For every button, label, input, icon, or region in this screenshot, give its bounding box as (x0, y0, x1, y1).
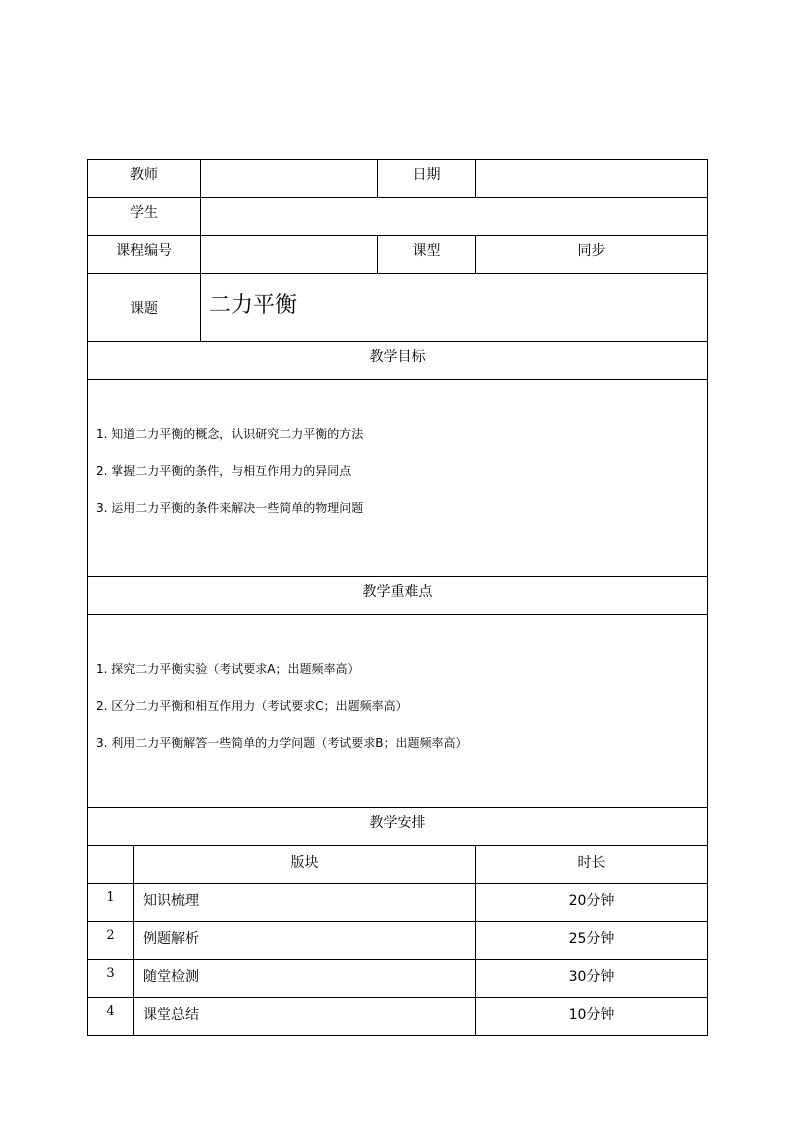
table-row (88, 922, 708, 960)
difficulty-item: 3. 利用二力平衡解答一些简单的力学问题（考试要求B；出题频率高） (96, 736, 468, 750)
topic-label: 课题 (88, 274, 201, 342)
schedule-header-row (88, 846, 708, 884)
lesson-type-value: 同步 (476, 236, 708, 274)
student-row (88, 198, 708, 236)
schedule-title: 教学安排 (88, 808, 708, 846)
difficulties-title-row (88, 577, 708, 615)
row-number: 3 (88, 960, 134, 998)
goal-item: 1. 知道二力平衡的概念，认识研究二力平衡的方法 (96, 427, 364, 441)
goal-item: 3. 运用二力平衡的条件来解决一些简单的物理问题 (96, 501, 364, 515)
student-label: 学生 (88, 198, 201, 236)
row-section: 例题解析 (134, 922, 476, 960)
schedule-title-row (88, 808, 708, 846)
lesson-plan-table (87, 159, 708, 1036)
schedule-section-header: 版块 (134, 846, 476, 884)
row-duration: 10分钟 (476, 998, 708, 1036)
date-label: 日期 (378, 160, 476, 198)
teacher-row (88, 160, 708, 198)
difficulties-title: 教学重难点 (88, 577, 708, 615)
difficulty-item: 1. 探究二力平衡实验（考试要求A；出题频率高） (96, 662, 360, 676)
goals-title-row (88, 342, 708, 380)
goals-list (88, 380, 708, 577)
teacher-label: 教师 (88, 160, 201, 198)
date-value[interactable] (476, 160, 708, 198)
table-row (88, 998, 708, 1036)
row-duration: 25分钟 (476, 922, 708, 960)
topic-value: 二力平衡 (201, 274, 708, 342)
schedule-no-header (88, 846, 134, 884)
row-number: 4 (88, 998, 134, 1036)
course-row (88, 236, 708, 274)
difficulties-content-row (88, 615, 708, 808)
topic-row (88, 274, 708, 342)
row-number: 2 (88, 922, 134, 960)
goals-content-row (88, 380, 708, 577)
table-row (88, 960, 708, 998)
row-section: 课堂总结 (134, 998, 476, 1036)
row-number: 1 (88, 884, 134, 922)
row-duration: 20分钟 (476, 884, 708, 922)
difficulties-list (88, 615, 708, 808)
course-no-value[interactable] (201, 236, 378, 274)
row-duration: 30分钟 (476, 960, 708, 998)
difficulty-item: 2. 区分二力平衡和相互作用力（考试要求C；出题频率高） (96, 699, 408, 713)
table-row (88, 884, 708, 922)
lesson-type-label: 课型 (378, 236, 476, 274)
course-no-label: 课程编号 (88, 236, 201, 274)
goals-title: 教学目标 (88, 342, 708, 380)
goal-item: 2. 掌握二力平衡的条件，与相互作用力的异同点 (96, 464, 352, 478)
student-value[interactable] (201, 198, 708, 236)
schedule-duration-header: 时长 (476, 846, 708, 884)
row-section: 随堂检测 (134, 960, 476, 998)
row-section: 知识梳理 (134, 884, 476, 922)
teacher-value[interactable] (201, 160, 378, 198)
